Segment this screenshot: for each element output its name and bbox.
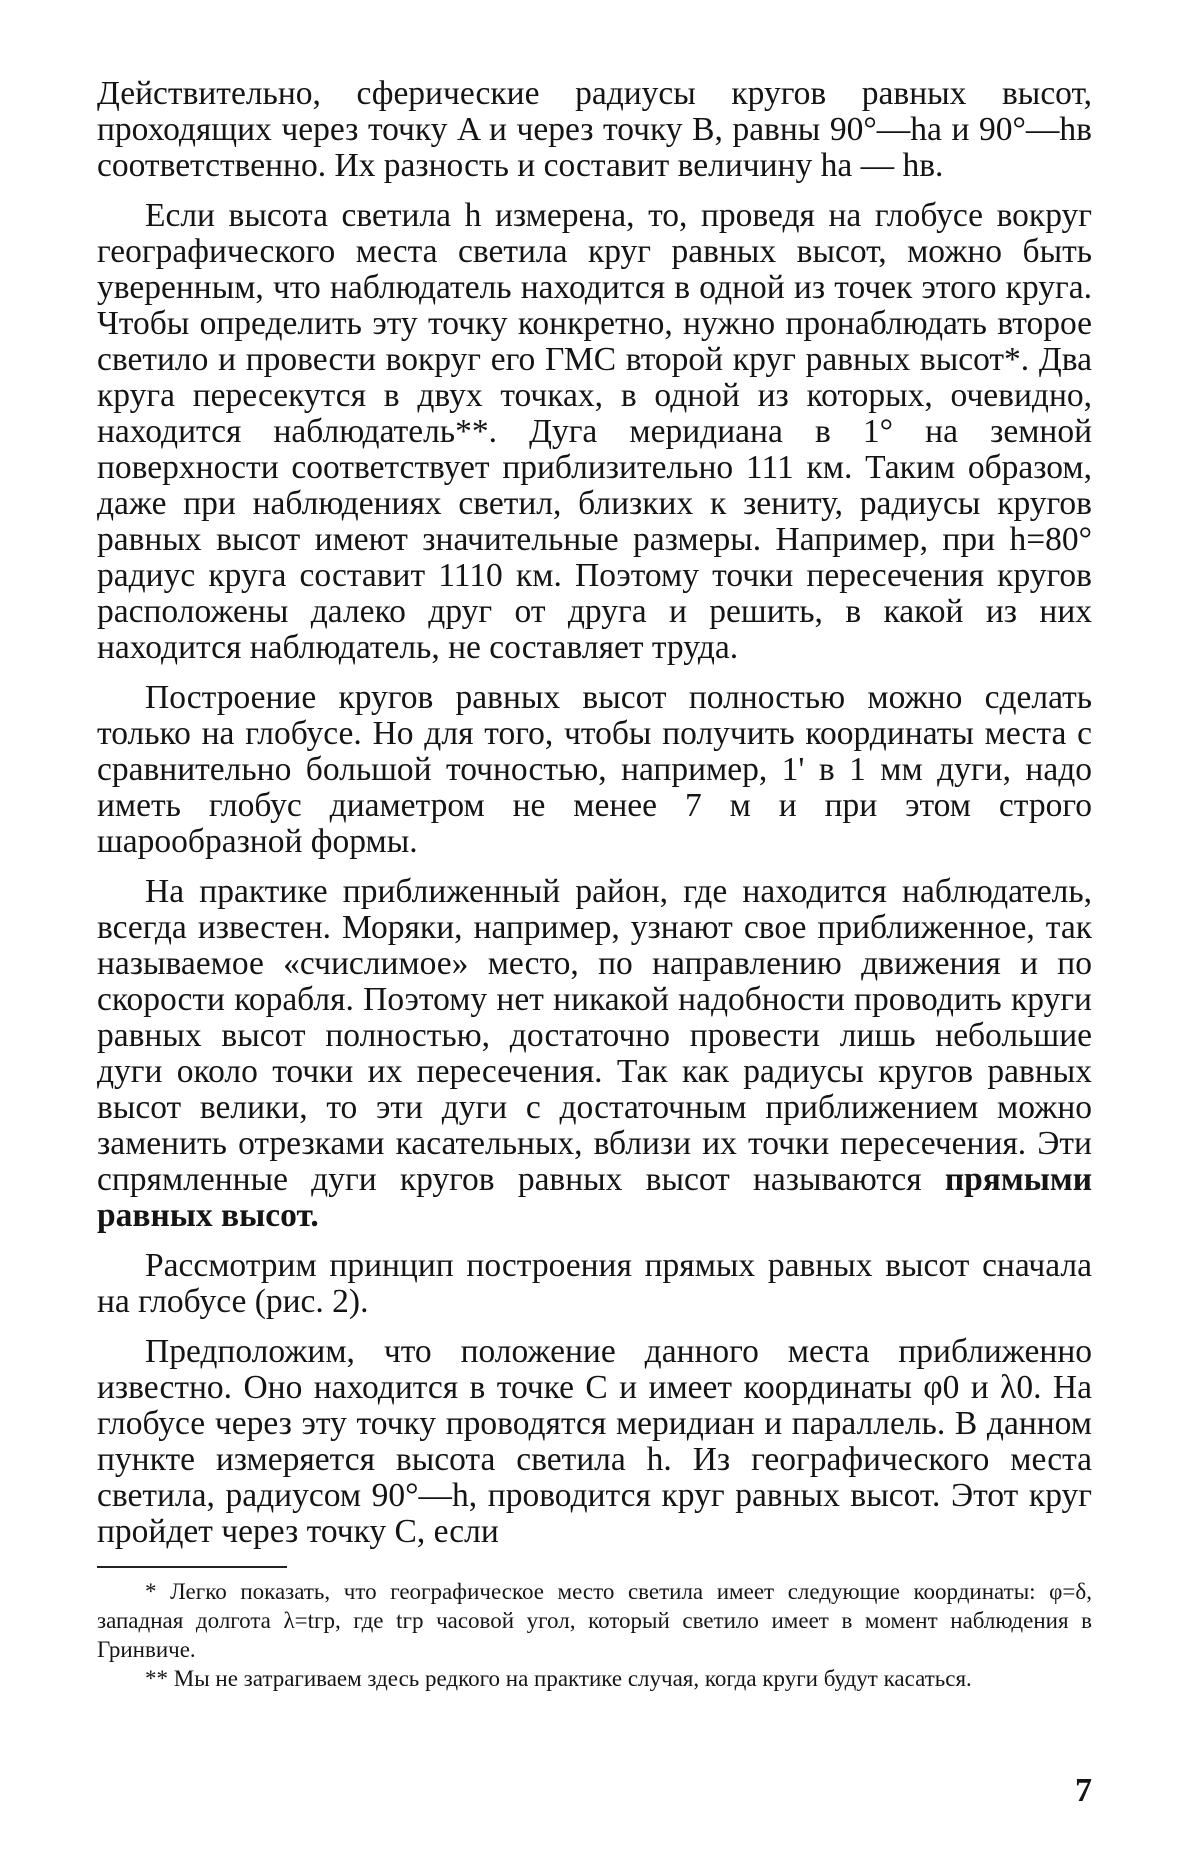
paragraph-6: Предположим, что положение данного места приближенно известно. Оно находится в точке C и имеет координаты φ0 и λ0. На глобусе через эту точку проводятся меридиан и параллель. В данном пункте измеряется высота светила h. Из географического места светила, радиусом 90°—h, проводится круг равных высот. Этот круг пройдет через точку C, если bbox=[97, 1333, 1092, 1550]
footnote-2: ** Мы не затрагиваем здесь редкого на практике случая, когда круги будут касаться. bbox=[145, 1666, 972, 1691]
footnote-1: * Легко показать, что географическое место светила имеет следующие координаты: φ=δ, западная долгота λ=tгр, где tгр часовой угол, который светило имеет в момент наблюдения в Гринвиче. bbox=[97, 1579, 1092, 1662]
paragraph-2: Если высота светила h измерена, то, проведя на глобусе вокруг географического места светила круг равных высот, можно быть уверенным, что наблюдатель находится в одной из точек этого круга. Чтобы определить эту точку конкретно, нужно пронаблюдать второе светило и провести вокруг его ГМС второй круг равных высот*. Два круга пересекутся в двух точках, в одной из которых, очевидно, находится наблюдатель**. Дуга меридиана в 1° на земной поверхности соответствует приблизительно 111 км. Таким образом, даже при наблюдениях светил, близких к зениту, радиусы кругов равных высот имеют значительные размеры. Например, при h=80° радиус круга составит 1110 км. Поэтому точки пересечения кругов расположены далеко друг от друга и решить, в какой из них находится наблюдатель, не составляет труда. bbox=[97, 197, 1092, 666]
paragraph-4-text: На практике приближенный район, где находится наблюдатель, всегда известен. Моряки, например, узнают свое приближенное, так называемое «счислимое» место, по направлению движения и по скорости корабля. Поэтому нет никакой надобности проводить круги равных высот полностью, достаточно провести лишь небольшие дуги около точки их пересечения. Так как радиусы кругов равных высот велики, то эти дуги с достаточным приближением можно заменить отрезками касательных, вблизи их точки пересечения. Эти спрямленные дуги кругов равных высот называются bbox=[97, 873, 1092, 1198]
footnotes bbox=[97, 1577, 1092, 1693]
paragraph-5: Рассмотрим принцип построения прямых равных высот сначала на глобусе (рис. 2). bbox=[97, 1247, 1092, 1320]
paragraph-3: Построение кругов равных высот полностью можно сделать только на глобусе. Но для того, чтобы получить координаты места с сравнительно большой точностью, например, 1' в 1 мм дуги, надо иметь глобус диаметром не менее 7 м и при этом строго шарообразной формы. bbox=[97, 679, 1092, 860]
paragraph-4 bbox=[97, 874, 1092, 1234]
bold-term: прямыми равных высот. bbox=[97, 1161, 1093, 1234]
main-text bbox=[97, 76, 1092, 1564]
paragraph-1: Действительно, сферические радиусы кругов равных высот, проходящих через точку A и через точку B, равны 90°—ha и 90°—hв соответственно. Их разность и составит величину ha — hв. bbox=[97, 75, 1092, 184]
footnote-divider bbox=[97, 1566, 287, 1568]
page-number: 7 bbox=[1075, 1772, 1092, 1809]
